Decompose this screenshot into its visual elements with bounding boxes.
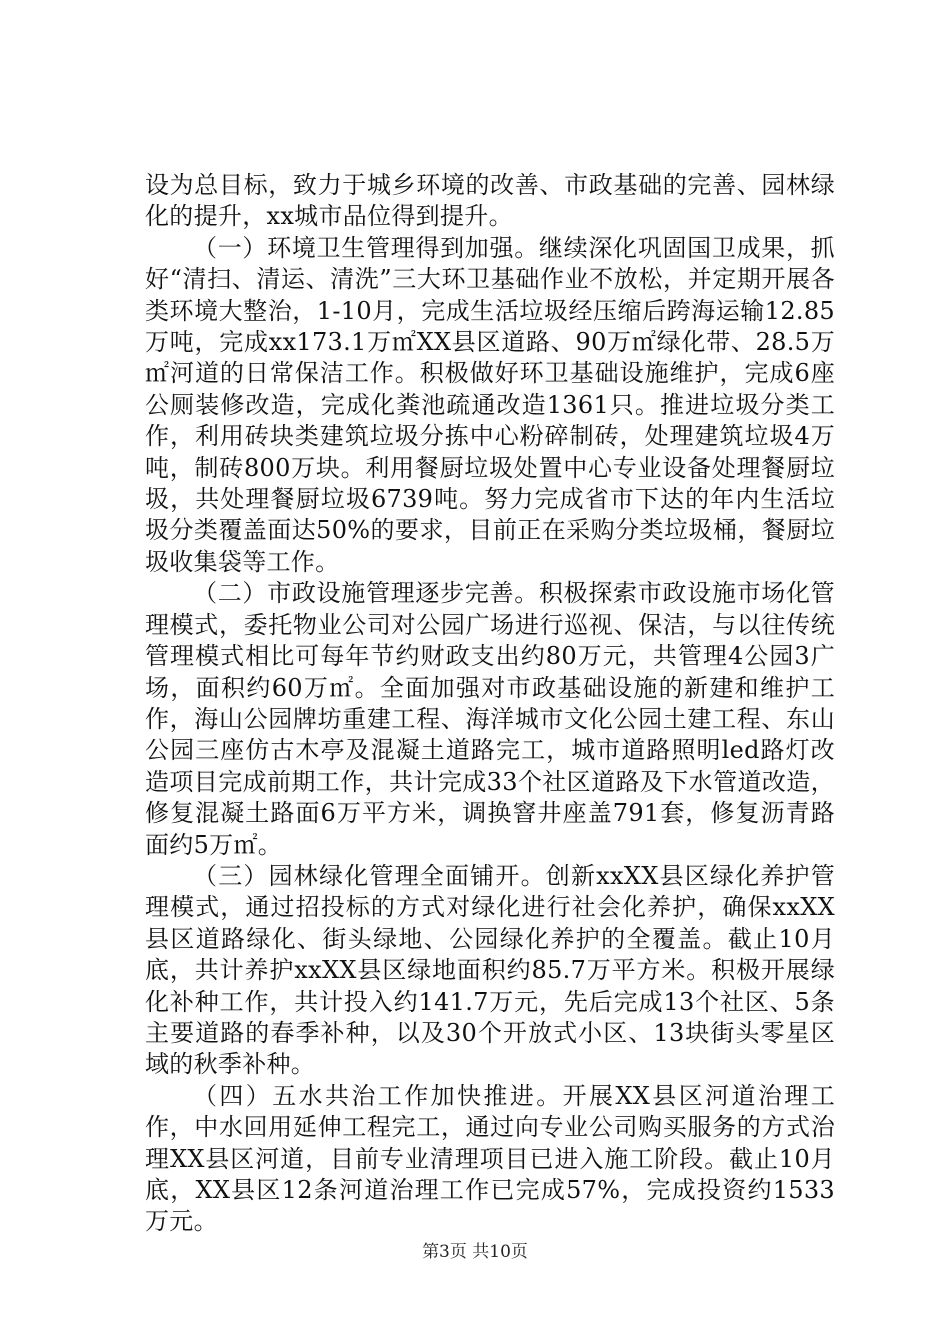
sanitation-paragraph: （一）环境卫生管理得到加强。继续深化巩固国卫成果，抓好“清扫、清运、清洗”三大环卫基础作业不放松，并定期开展各类环境大整治，1-10月，完成生活垃圾经压缩后跨海运输12.85万吨，完成xx173.1万㎡XX县区道路、90万㎡绿化带、28.5万㎡河道的日常保洁工作。积极做好环卫基础设施维护，完成6座公厕装修改造，完成化粪池疏通改造1361只。推进垃圾分类工作，利用砖块类建筑垃圾分拣中心粉碎制砖，处理建筑垃圾4万吨，制砖800万块。利用餐厨垃圾处置中心专业设备处理餐厨垃圾，共处理餐厨垃圾6739吨。努力完成省市下达的年内生活垃圾分类覆盖面达50%的要求，目前正在采购分类垃圾桶，餐厨垃圾收集袋等工作。 (145, 233, 835, 576)
municipal-facilities-paragraph: （二）市政设施管理逐步完善。积极探索市政设施市场化管理模式，委托物业公司对公园广场进行巡视、保洁，与以往传统管理模式相比可每年节约财政支出约80万元，共管理4公园3广场，面积约60万㎡。全面加强对市政基础设施的新建和维护工作，海山公园牌坊重建工程、海洋城市文化公园土建工程、东山公园三座仿古木亭及混凝土道路完工，城市道路照明led路灯改造项目完成前期工作，共计完成33个社区道路及下水管道改造，修复混凝土路面6万平方米，调换窨井座盖791套，修复沥青路面约5万㎡。 (145, 579, 835, 859)
intro-paragraph: 设为总目标，致力于城乡环境的改善、市政基础的完善、园林绿化的提升，xx城市品位得到提升。 (145, 171, 835, 231)
document-body (145, 170, 835, 1238)
landscaping-paragraph: （三）园林绿化管理全面铺开。创新xxXX县区绿化养护管理模式，通过招投标的方式对绿化进行社会化养护，确保xxXX县区道路绿化、街头绿地、公园绿化养护的全覆盖。截止10月底，共计养护xxXX县区绿地面积约85.7万平方米。积极开展绿化补种工作，共计投入约141.7万元，先后完成13个社区、5条主要道路的春季补种，以及30个开放式小区、13块街头零星区域的秋季补种。 (145, 861, 835, 1079)
water-governance-paragraph: （四）五水共治工作加快推进。开展XX县区河道治理工作，中水回用延伸工程完工，通过向专业公司购买服务的方式治理XX县区河道，目前专业清理项目已进入施工阶段。截止10月底，XX县区12条河道治理工作已完成57%，完成投资约1533万元。 (145, 1081, 835, 1236)
page-number: 第3页 共10页 (422, 1242, 528, 1262)
page-footer (0, 1241, 950, 1263)
